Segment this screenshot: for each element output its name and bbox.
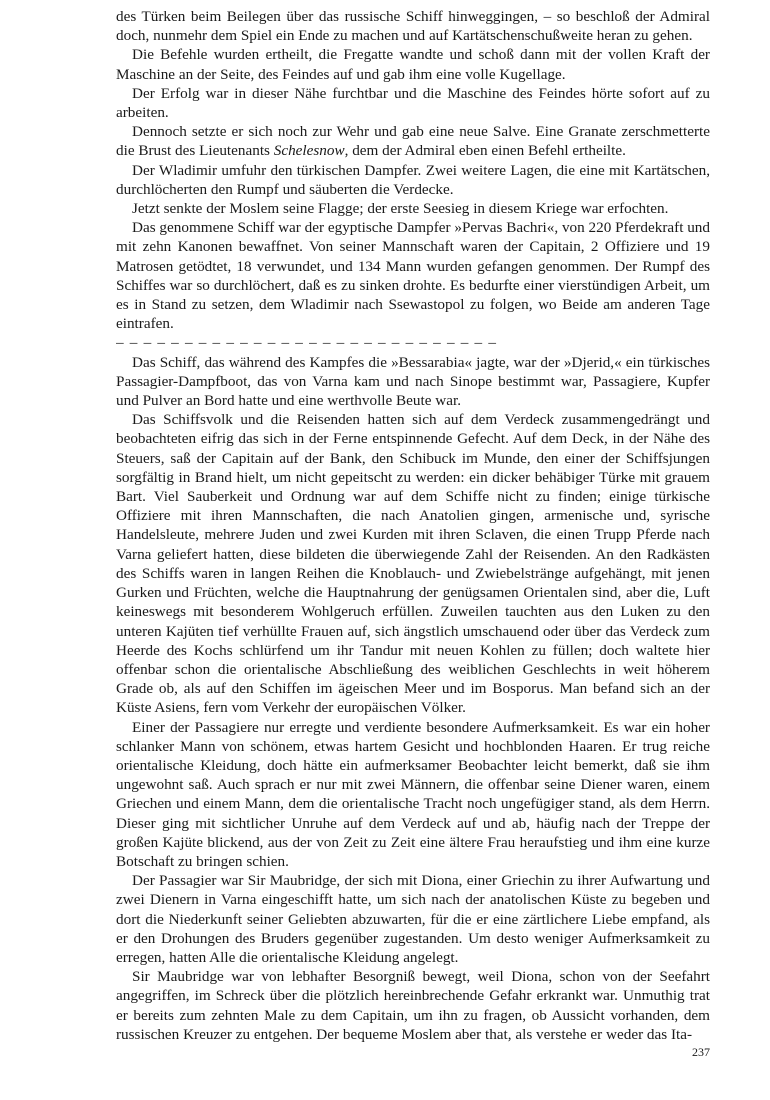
paragraph-4-tail: , dem der Admiral eben einen Befehl ertheilte. — [344, 142, 626, 160]
italic-name-schelesnow: Schelesnow — [273, 142, 345, 160]
paragraph-4 — [116, 122, 710, 160]
paragraph-10: Einer der Passagiere nur erregte und verdiente besondere Aufmerksamkeit. Es war ein hoher schlanker Mann von schönem, etwas hartem Gesicht und hochblonden Haaren. Er trug reiche orientalische Kleidung, doch hätte ein aufmerksamer Beobachter leicht bemerkt, daß sie ihm ungewohnt saß. Auch sprach er nur mit zwei Männern, die offenbar seine Diener waren, einem Griechen und einem Mann, dem die orientalische Tracht noch ungefügiger stand, als dem Herrn. Dieser ging mit sichtlicher Unruhe auf dem Verdeck auf und ab, häufig nach der Treppe der großen Kajüte blickend, aus der von Zeit zu Zeit eine ältere Frau heraufstieg und ihm eine kurze Botschaft zu bringen schien. — [116, 718, 710, 870]
paragraph-12: Sir Maubridge war von lebhafter Besorgniß bewegt, weil Diona, schon von der Seefahrt angegriffen, im Schreck über die plötzlich hereinbrechende Gefahr erkrankt war. Unmuthig trat er bereits zum zehnten Male zu dem Capitain, um ihn zu fragen, ob Aussicht vorhanden, dem russischen Kreuzer zu entgehen. Der bequeme Moslem aber that, als verstehe er weder das Ita- — [116, 968, 710, 1043]
page-number: 237 — [692, 1045, 710, 1059]
paragraph-3: Der Erfolg war in dieser Nähe furchtbar und die Maschine des Feindes hörte sofort auf zu arbeiten. — [116, 84, 710, 122]
paragraph-2: Die Befehle wurden ertheilt, die Fregatte wandte und schoß dann mit der vollen Kraft der Maschine an der Seite, des Feindes auf und gab ihm eine volle Kugellage. — [116, 46, 710, 83]
paragraph-4-lead: Dennoch setzte er sich noch zur Wehr und gab eine neue Salve. Eine Granate zerschmetterte die Brust des Lieutenants — [116, 123, 710, 160]
paragraph-9: Das Schiffsvolk und die Reisenden hatten sich auf dem Verdeck zusammengedrängt und beobachteten eifrig das sich in der Ferne entspinnende Gefecht. Auf dem Deck, in der Nähe des Steuers, saß der Capitain auf der Bank, den Schibuck im Munde, den einer der Schiffsjungen sorgfältig in Brand hielt, um nicht gepeitscht zu werden: ein dicker behäbiger Türke mit grauem Bart. Viel Sauberkeit und Ordnung war auf dem Schiffe nicht zu finden; einige türkische Offiziere mit ihren Mannschaften, die nach Anatolien gingen, armenische und, syrische Handelsleute, mehrere Juden und zwei Kurden mit ihren Sclaven, die einen Trupp Pferde nach Varna geliefert hatten, diese bildeten die überwiegende Zahl der Reisenden. An den Radkästen des Schiffs waren in langen Reihen die Knoblauch- und Zwiebelstränge aufgehängt, mit jenen Gurken und Früchten, welche die Hauptnahrung der genügsamen Orientalen sind, aber die, Luft keineswegs mit besonderem Wohlgeruch erfüllen. Zuweilen tauchten aus den Luken zu den unteren Kajüten tief verhüllte Frauen auf, sich ängstlich umschauend oder über das Verdeck zum Heerde des Kochs schlürfend um ihr Tandur mit neuen Kohlen zu füllen; doch waltete hier offenbar schon die orientalische Abschließung des weiblichen Geschlechts in weit höherem Grade ob, als auf den Schiffen im ägeischen Meer und im Bosporus. Man befand sich an der Küste Asiens, fern vom Verkehr der europäischen Völker. — [116, 411, 710, 717]
paragraph-5: Der Wladimir umfuhr den türkischen Dampfer. Zwei weitere Lagen, die eine mit Kartätschen, durchlöcherten den Rumpf und säuberten die Verdecke. — [116, 161, 710, 198]
paragraph-8: Das Schiff, das während des Kampfes die »Bessarabia« jagte, war der »Djerid,« ein türkisches Passagier-Dampfboot, das von Varna kam und nach Sinope bestimmt war, Passagiere, Kupfer und Pulver an Bord hatte und eine werthvolle Beute war. — [116, 353, 710, 410]
paragraph-6: Jetzt senkte der Moslem seine Flagge; der erste Seesieg in diesem Kriege war erfochten. — [132, 200, 669, 218]
section-separator: – – – – – – – – – – – – – – – – – – – – – – – – – – – – — [116, 334, 498, 352]
paragraph-7: Das genommene Schiff war der egyptische Dampfer »Pervas Bachri«, von 220 Pferdekraft und mit zehn Kanonen bewaffnet. Von seiner Mannschaft waren der Capitain, 2 Offiziere und 19 Matrosen getödtet, 18 verwundet, und 134 Mann wurden gefangen genommen. Der Rumpf des Schiffes war so durchlöchert, daß es zu sinken drohte. Es bedurfte einer vierstündigen Arbeit, um es in Stand zu setzen, dem Wladimir nach Ssewastopol zu folgen, wo Beide am anderen Tage eintrafen. — [116, 219, 710, 333]
page-text — [116, 7, 710, 1044]
paragraph-1: des Türken beim Beilegen über das russische Schiff hinweggingen, – so beschloß der Admiral doch, nunmehr dem Spiel ein Ende zu machen und auf Kartätschenschußweite heran zu gehen. — [116, 8, 710, 45]
paragraph-11: Der Passagier war Sir Maubridge, der sich mit Diona, einer Griechin zu ihrer Aufwartung und zwei Dienern in Varna eingeschifft hatte, um sich nach der anatolischen Küste zu begeben und dort die Niederkunft seiner Geliebten abzuwarten, für die er eine zärtlichere Liebe empfand, als er den Drohungen des Bruders gegenüber zugestanden. Um desto weniger Aufmerksamkeit zu erregen, hatten Alle die orientalische Kleidung angelegt. — [116, 872, 710, 966]
